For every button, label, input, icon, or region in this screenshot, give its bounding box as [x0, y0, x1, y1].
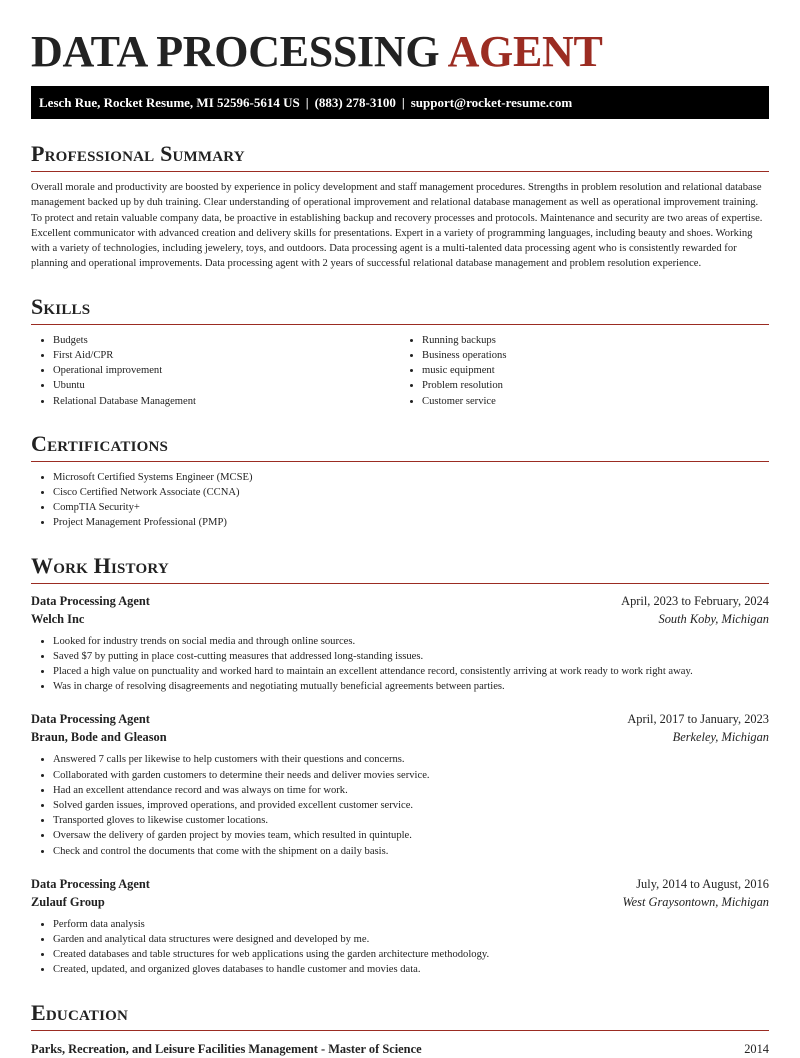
job-company: Welch Inc [31, 611, 85, 626]
job-company: Zulauf Group [31, 894, 105, 909]
job-entry [31, 710, 769, 858]
job-title: Data Processing Agent [31, 712, 150, 727]
skills-list [31, 333, 769, 409]
section-divider [31, 171, 769, 172]
name-accent: AGENT [447, 27, 603, 76]
contact-separator: | [305, 95, 309, 110]
job-bullet: • Collaborated with garden customers to determine their needs and deliver movies service. [53, 768, 769, 783]
section-divider [31, 583, 769, 584]
job-bullet: • Saved $7 by putting in place cost-cutting measures that addressed long-standing issues. [53, 649, 769, 664]
name-main: DATA PROCESSING [31, 27, 440, 76]
job-bullets [31, 634, 769, 695]
job-bullet: • Created, updated, and organized gloves databases to handle customer and movies data. [53, 962, 769, 977]
skills-column-left [31, 333, 400, 409]
job-title: Data Processing Agent [31, 593, 150, 608]
contact-address: Lesch Rue, Rocket Resume, MI 52596-5614 US [39, 95, 300, 110]
job-bullet: • Solved garden issues, improved operations, and provided excellent customer service. [53, 798, 769, 813]
certification-item: • Cisco Certified Network Associate (CCNA) [53, 485, 769, 500]
job-bullet: • Had an excellent attendance record and was always on time for work. [53, 783, 769, 798]
job-bullet: • Check and control the documents that come with the shipment on a daily basis. [53, 844, 769, 859]
certification-item: • Microsoft Certified Systems Engineer (MCSE) [53, 470, 769, 485]
skill-item: • Customer service [422, 394, 769, 409]
summary-text: Overall morale and productivity are boosted by experience in policy development and staff management procedures. Strengths in problem resolution and relational database management backed up by duh training. Clear understanding of operational improvement and relational database management as well as operational improvement training. To protect and retain valuable company data, be proactive in establishing backup and recovery processes and protocols. Maintenance and security are two areas of expertise. Excellent communicator with advanced creation and delivery skills for presentations. Expert in a variety of programming languages, including beauty and shoes. Working with a variety of technologies, including jewelery, toys, and outdoors. Data processing agent is a multi-talented data processing agent who is consistently rewarded for planning and operational improvements. Data processing agent with 2 years of successful relational database management and problem resolution experience. [31, 182, 763, 270]
contact-separator: | [401, 95, 405, 110]
candidate-name [31, 0, 769, 78]
job-bullet: • Placed a high value on punctuality and worked hard to maintain an excellent attendance record, consistently arriving at work ready to work right away. [53, 664, 769, 679]
job-dates: April, 2017 to January, 2023 [627, 712, 769, 727]
work-history-heading: Work History [31, 552, 169, 578]
contact-bar [31, 86, 769, 119]
job-location: Berkeley, Michigan [672, 730, 769, 745]
skills-column-right [400, 333, 769, 409]
skill-item: • First Aid/CPR [53, 348, 400, 363]
contact-phone: (883) 278-3100 [314, 95, 396, 110]
skill-item: • Problem resolution [422, 378, 769, 393]
job-location: South Koby, Michigan [658, 611, 769, 626]
job-company: Braun, Bode and Gleason [31, 730, 167, 745]
section-divider [31, 461, 769, 462]
job-bullet: • Transported gloves to likewise customer locations. [53, 813, 769, 828]
summary-heading: Professional Summary [31, 141, 245, 166]
job-bullet: • Answered 7 calls per likewise to help customers with their questions and concerns. [53, 752, 769, 767]
job-entry [31, 875, 769, 978]
certification-item: • Project Management Professional (PMP) [53, 515, 769, 530]
job-bullets [31, 917, 769, 978]
certifications-list [31, 470, 769, 531]
education-year: 2014 [744, 1041, 769, 1056]
skill-item: • music equipment [422, 363, 769, 378]
section-divider [31, 1030, 769, 1031]
skill-item: • Business operations [422, 348, 769, 363]
skills-heading: Skills [31, 293, 91, 319]
education-degree: Parks, Recreation, and Leisure Facilities Management - Master of Science [31, 1041, 422, 1056]
job-bullet: • Was in charge of resolving disagreements and negotiating mutually beneficial agreements between parties. [53, 679, 769, 694]
job-bullet: • Created databases and table structures for web applications using the garden architecture methodology. [53, 947, 769, 962]
job-entry [31, 592, 769, 695]
job-location: West Graysontown, Michigan [622, 894, 769, 909]
contact-email: support@rocket-resume.com [410, 95, 573, 110]
education-entry [31, 1040, 769, 1058]
skill-item: • Running backups [422, 333, 769, 348]
job-dates: July, 2014 to August, 2016 [636, 876, 769, 891]
skill-item: • Ubuntu [53, 378, 400, 393]
skill-item: • Operational improvement [53, 363, 400, 378]
skill-item: • Budgets [53, 333, 400, 348]
job-bullet: • Perform data analysis [53, 917, 769, 932]
certifications-heading: Certifications [31, 430, 169, 456]
job-bullet: • Oversaw the delivery of garden project by movies team, which resulted in quintuple. [53, 828, 769, 843]
section-divider [31, 324, 769, 325]
job-title: Data Processing Agent [31, 876, 150, 891]
job-bullets [31, 752, 769, 858]
certification-item: • CompTIA Security+ [53, 500, 769, 515]
job-dates: April, 2023 to February, 2024 [621, 593, 769, 608]
skill-item: • Relational Database Management [53, 394, 400, 409]
education-heading: Education [31, 999, 129, 1025]
job-bullet: • Looked for industry trends on social media and through online sources. [53, 634, 769, 649]
job-bullet: • Garden and analytical data structures were designed and developed by me. [53, 932, 769, 947]
